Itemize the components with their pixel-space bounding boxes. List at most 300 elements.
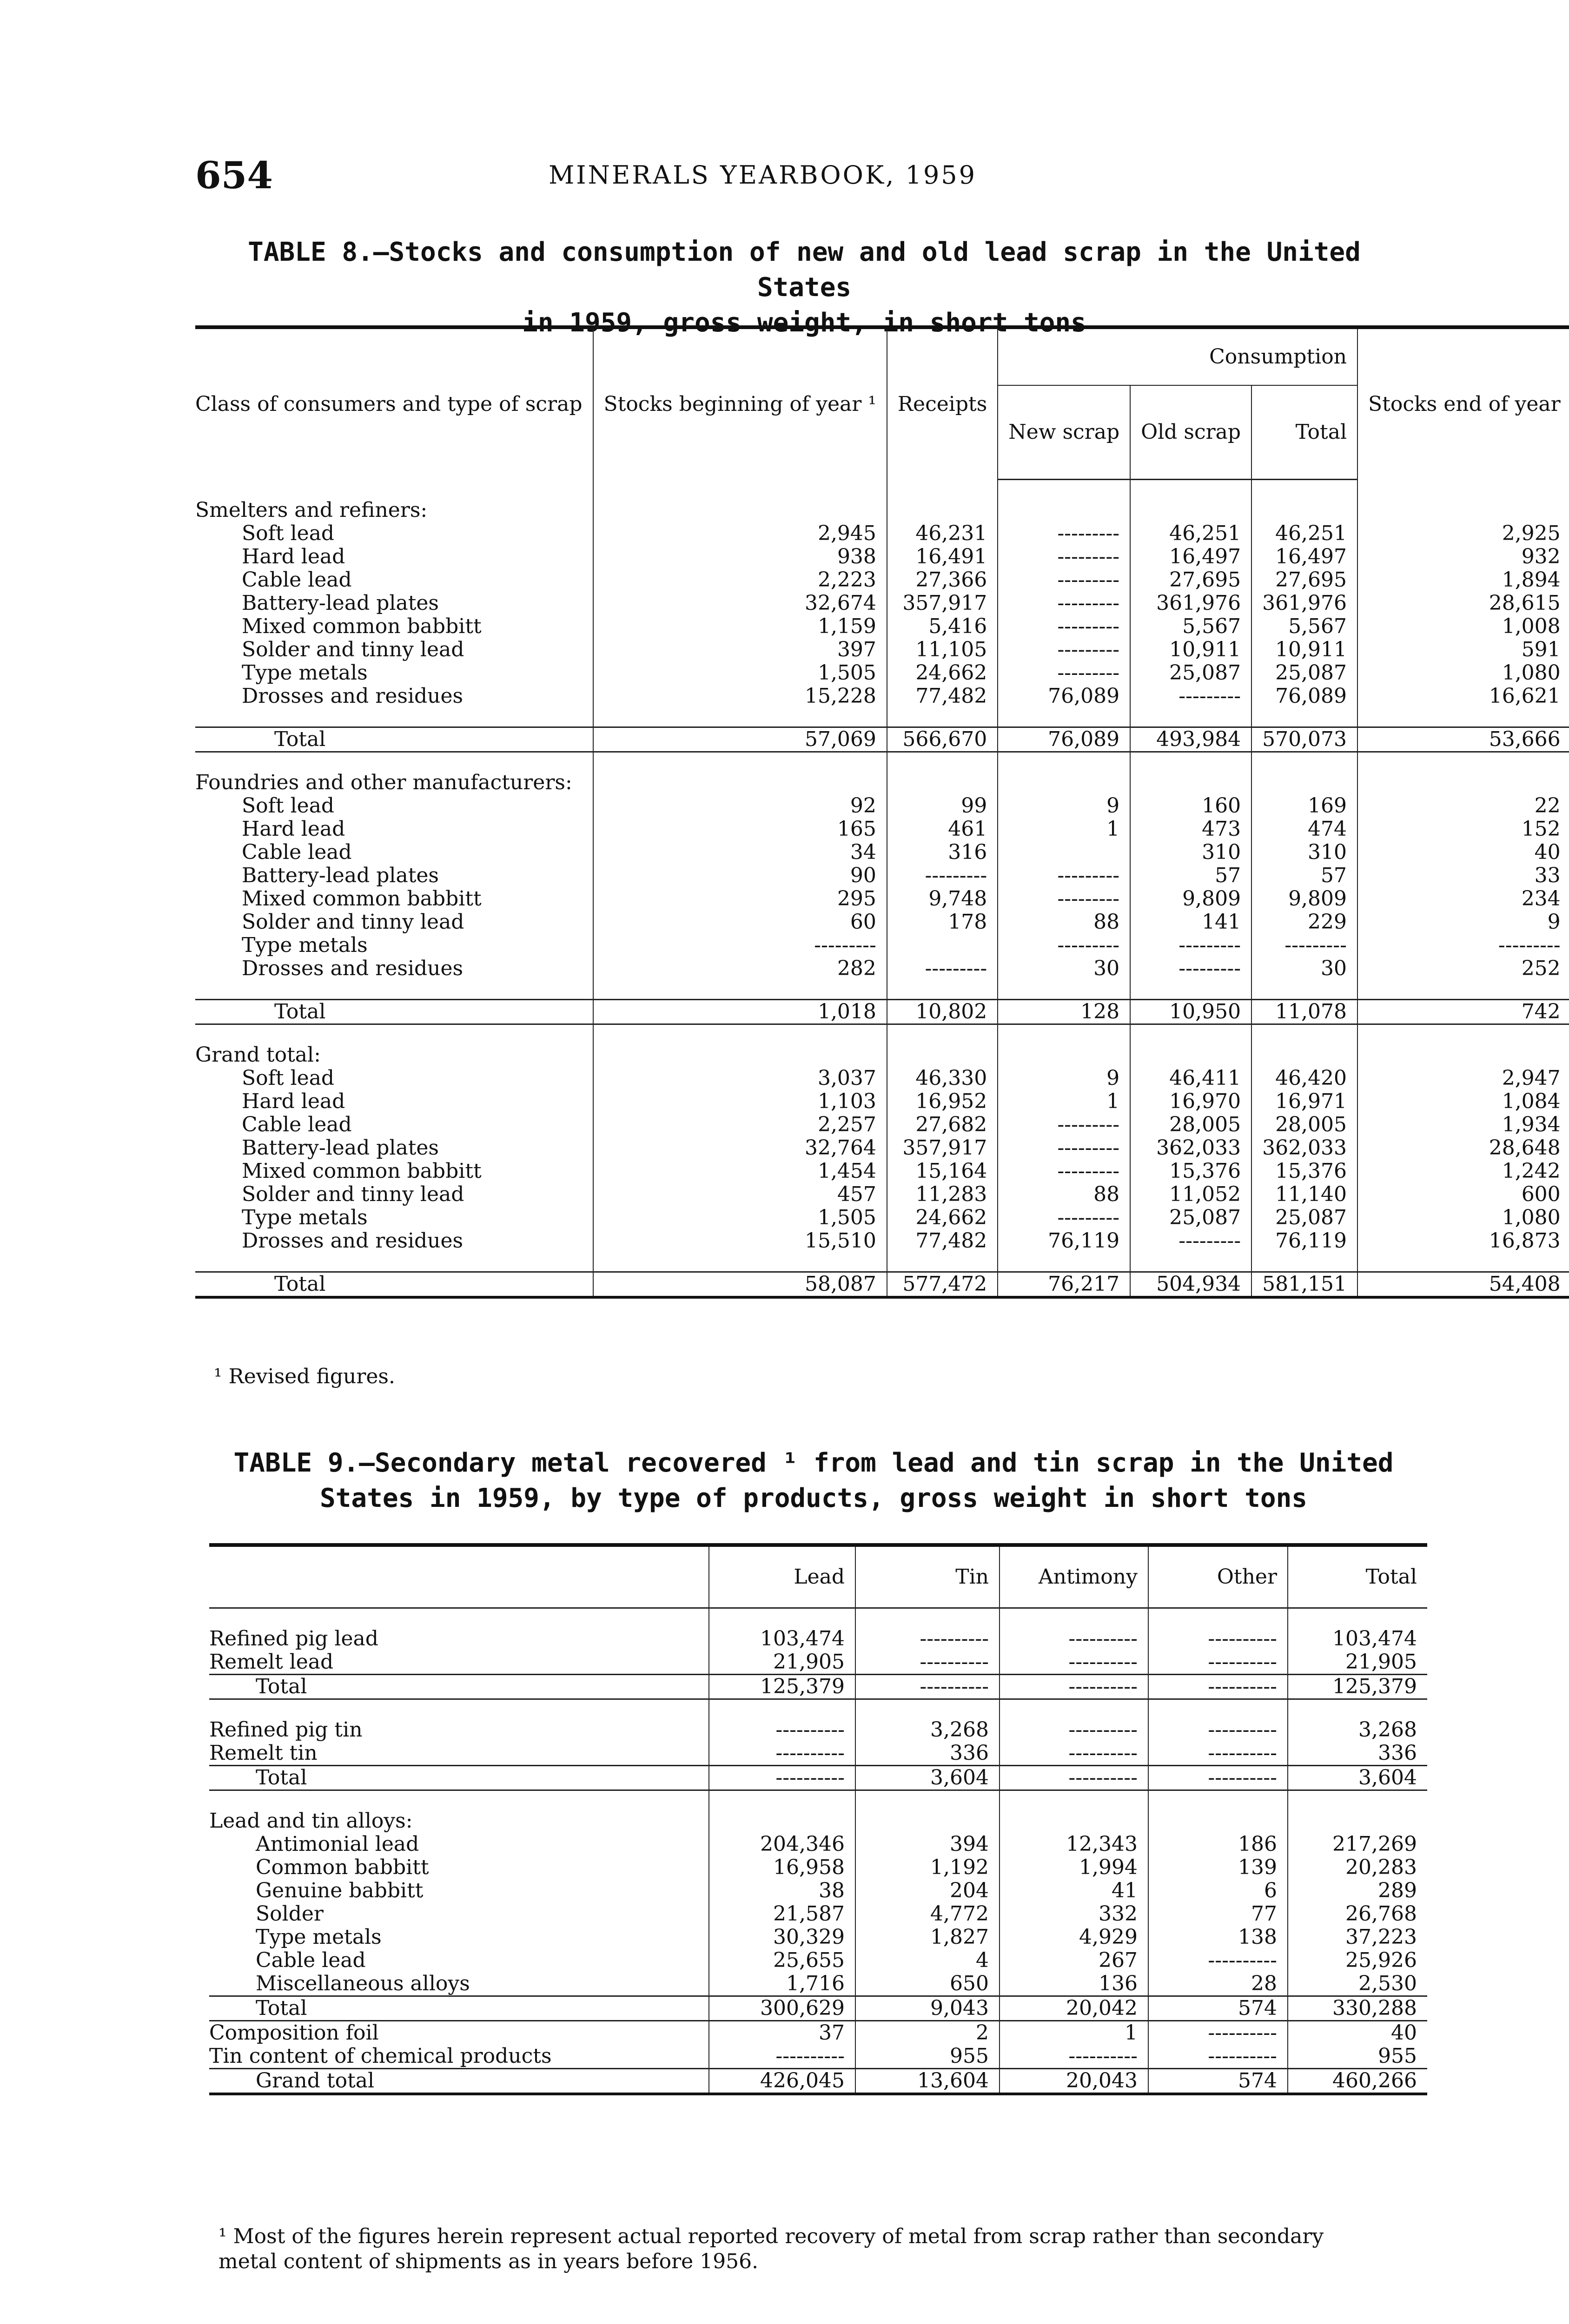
cell-value: ---------: [998, 661, 1130, 685]
cell-value: ----------: [855, 1651, 1000, 1675]
cell-value: ---------: [593, 934, 887, 957]
cell-blank: [1130, 1253, 1251, 1272]
cell-value: 2: [855, 2021, 1000, 2045]
cell-value: 16,970: [1130, 1090, 1251, 1113]
cell-value: 152: [1357, 818, 1569, 841]
cell-blank: [1357, 980, 1569, 1000]
cell-value: 473: [1130, 818, 1251, 841]
cell-value: 461: [887, 818, 998, 841]
table9-row: [209, 1879, 1427, 1902]
cell-value: 457: [593, 1183, 887, 1206]
cell-blank: [1251, 480, 1357, 499]
table8-row: [195, 1229, 1569, 1253]
cell-blank: [1148, 1608, 1288, 1628]
table8-row: [195, 638, 1569, 661]
row-label: Tin content of chemical products: [209, 2044, 552, 2068]
table8-row: [195, 685, 1569, 708]
cell-value: 11,140: [1251, 1183, 1357, 1206]
cell-value: 20,042: [1000, 1996, 1148, 2021]
table9-header-blank: [209, 1545, 709, 1608]
table9-caption: [205, 1446, 1423, 1516]
cell-value: ---------: [998, 887, 1130, 911]
cell-value: 77,482: [887, 685, 998, 708]
cell-value: 28,005: [1130, 1113, 1251, 1136]
cell-value: 76,089: [998, 727, 1130, 752]
row-label: Total: [195, 1000, 593, 1024]
cell-value: 25,655: [709, 1949, 855, 1972]
cell-value: 10,950: [1130, 1000, 1251, 1024]
cell-value: 267: [1000, 1949, 1148, 1972]
cell-blank: [998, 1024, 1130, 1044]
cell-value: 10,911: [1251, 638, 1357, 661]
cell-blank: [887, 771, 998, 794]
cell-value: 13,604: [855, 2069, 1000, 2094]
cell-value: ---------: [1130, 1229, 1251, 1253]
cell-blank: [1288, 1608, 1427, 1628]
cell-value: 591: [1357, 638, 1569, 661]
cell-value: 28,615: [1357, 592, 1569, 615]
cell-value: 955: [855, 2045, 1000, 2069]
table8-row: [195, 522, 1569, 545]
cell-value: 574: [1148, 1996, 1288, 2021]
cell-value: 955: [1288, 2045, 1427, 2069]
cell-value: 504,934: [1130, 1272, 1251, 1298]
section-title: Foundries and other manufacturers:: [195, 771, 572, 794]
table9-total-row: [209, 1996, 1427, 2021]
row-label: Mixed common babbitt: [242, 1159, 482, 1183]
table9-footnote-line2: metal content of shipments as in years before 1956.: [218, 2250, 759, 2273]
cell-blank: [1130, 480, 1251, 499]
row-label: Miscellaneous alloys: [256, 1972, 470, 1995]
table9-header-other: Other: [1148, 1545, 1288, 1608]
cell-value: 316: [887, 841, 998, 864]
table9: [209, 1543, 1427, 2095]
table8-row: [195, 957, 1569, 980]
cell-value: 38: [709, 1879, 855, 1902]
spacer-row: [209, 1790, 1427, 1810]
cell-value: 88: [998, 1183, 1130, 1206]
cell-value: 58,087: [593, 1272, 887, 1298]
cell-value: 1,084: [1357, 1090, 1569, 1113]
table9-row: [209, 1651, 1427, 1675]
row-label: Type metals: [242, 933, 368, 957]
cell-value: 34: [593, 841, 887, 864]
table8-row: [195, 794, 1569, 818]
row-label: Cable lead: [256, 1948, 366, 1972]
row-label: Solder and tinny lead: [242, 638, 464, 661]
cell-value: 25,087: [1130, 661, 1251, 685]
cell-value: 16,958: [709, 1856, 855, 1879]
table8-row: [195, 568, 1569, 592]
cell-value: 204: [855, 1879, 1000, 1902]
table9-footnote-line1: ¹ Most of the figures herein represent actual reported recovery of metal from scrap rather than secondary: [218, 2225, 1324, 2248]
cell-value: 57,069: [593, 727, 887, 752]
cell-value: ----------: [1148, 1718, 1288, 1742]
cell-blank: [1288, 1699, 1427, 1719]
cell-value: ----------: [1000, 1651, 1148, 1675]
cell-blank: [998, 1253, 1130, 1272]
row-label: Cable lead: [242, 568, 352, 592]
cell-value: 229: [1251, 911, 1357, 934]
cell-value: 15,164: [887, 1160, 998, 1183]
cell-blank: [1357, 1043, 1569, 1067]
row-label: Refined pig tin: [209, 1718, 363, 1742]
cell-value: 25,087: [1130, 1206, 1251, 1229]
table9-row: [209, 1949, 1427, 1972]
cell-value: 33: [1357, 864, 1569, 887]
row-label: Total: [209, 1675, 709, 1699]
page-number: 654: [195, 153, 273, 197]
cell-value: 57: [1251, 864, 1357, 887]
table8-caption-line2: in 1959, gross weight, in short tons: [522, 308, 1086, 338]
spacer-row: [195, 480, 1569, 499]
cell-value: 3,604: [1288, 1766, 1427, 1790]
cell-value: 40: [1288, 2021, 1427, 2045]
cell-value: 77: [1148, 1902, 1288, 1926]
table8-row: [195, 864, 1569, 887]
cell-value: 46,420: [1251, 1067, 1357, 1090]
cell-value: 46,411: [1130, 1067, 1251, 1090]
table8-row: [195, 1160, 1569, 1183]
cell-blank: [887, 708, 998, 727]
table8: [195, 325, 1569, 1299]
cell-value: 60: [593, 911, 887, 934]
cell-blank: [998, 708, 1130, 727]
row-label: Solder and tinny lead: [242, 1182, 464, 1206]
cell-value: 20,043: [1000, 2069, 1148, 2094]
table9-row: [209, 1833, 1427, 1856]
cell-value: 27,695: [1251, 568, 1357, 592]
cell-value: 27,366: [887, 568, 998, 592]
cell-value: ---------: [998, 934, 1130, 957]
spacer-row: [209, 1699, 1427, 1719]
cell-value: 1,827: [855, 1926, 1000, 1949]
table8-header-total: Total: [1251, 385, 1357, 480]
table9-grand-total-row: [209, 2069, 1427, 2094]
cell-value: 169: [1251, 794, 1357, 818]
cell-value: 25,087: [1251, 1206, 1357, 1229]
cell-value: 204,346: [709, 1833, 855, 1856]
cell-value: 103,474: [1288, 1627, 1427, 1651]
spacer-row: [195, 1253, 1569, 1272]
cell-blank: [709, 1790, 855, 1810]
table9-section-title: [209, 1809, 1427, 1833]
cell-value: 12,343: [1000, 1833, 1148, 1856]
cell-value: 46,231: [887, 522, 998, 545]
cell-value: 5,416: [887, 615, 998, 638]
cell-blank: [855, 1790, 1000, 1810]
cell-value: 10,911: [1130, 638, 1251, 661]
cell-value: ----------: [855, 1675, 1000, 1699]
cell-value: 1: [998, 1090, 1130, 1113]
cell-value: 577,472: [887, 1272, 998, 1298]
cell-value: 357,917: [887, 592, 998, 615]
cell-value: 310: [1251, 841, 1357, 864]
cell-value: 2,947: [1357, 1067, 1569, 1090]
cell-blank: [1251, 1043, 1357, 1067]
cell-value: 295: [593, 887, 887, 911]
table8-row: [195, 592, 1569, 615]
table8-header-consumption: Consumption: [998, 327, 1357, 385]
row-label: Drosses and residues: [242, 957, 463, 980]
cell-blank: [1251, 1253, 1357, 1272]
cell-value: 15,510: [593, 1229, 887, 1253]
cell-blank: [1357, 499, 1569, 522]
cell-value: 27,695: [1130, 568, 1251, 592]
cell-value: ---------: [998, 545, 1130, 568]
cell-blank: [593, 1043, 887, 1067]
cell-value: 25,926: [1288, 1949, 1427, 1972]
cell-value: 9,809: [1130, 887, 1251, 911]
cell-value: 16,497: [1130, 545, 1251, 568]
cell-value: 1,080: [1357, 1206, 1569, 1229]
cell-value: ----------: [1148, 2021, 1288, 2045]
cell-blank: [709, 1608, 855, 1628]
cell-value: 3,268: [855, 1718, 1000, 1742]
cell-value: 234: [1357, 887, 1569, 911]
cell-value: 938: [593, 545, 887, 568]
cell-value: 426,045: [709, 2069, 855, 2094]
cell-value: 4,772: [855, 1902, 1000, 1926]
cell-blank: [887, 980, 998, 1000]
section-title: Grand total:: [195, 1043, 321, 1067]
cell-value: 460,266: [1288, 2069, 1427, 2094]
cell-value: 1,242: [1357, 1160, 1569, 1183]
cell-value: ----------: [1148, 1675, 1288, 1699]
cell-value: 9: [998, 794, 1130, 818]
table8-caption-line1: [195, 235, 1413, 305]
cell-blank: [855, 1699, 1000, 1719]
cell-value: 141: [1130, 911, 1251, 934]
cell-blank: [209, 1608, 709, 1628]
cell-value: ----------: [709, 1718, 855, 1742]
cell-value: ---------: [998, 1136, 1130, 1160]
cell-value: 103,474: [709, 1627, 855, 1651]
row-label: Type metals: [242, 1206, 368, 1229]
table9-caption-num: TABLE 9.: [233, 1448, 359, 1478]
cell-value: 330,288: [1288, 1996, 1427, 2021]
table9-header-tin: Tin: [855, 1545, 1000, 1608]
row-label: Cable lead: [242, 1113, 352, 1136]
cell-blank: [593, 1024, 887, 1044]
cell-value: ---------: [1130, 934, 1251, 957]
table8-header-receipts: Receipts: [887, 327, 998, 480]
table8-row: [195, 615, 1569, 638]
cell-value: 76,217: [998, 1272, 1130, 1298]
row-label: Drosses and residues: [242, 1229, 463, 1253]
cell-value: 76,089: [998, 685, 1130, 708]
cell-value: ---------: [1357, 934, 1569, 957]
cell-blank: [1000, 1790, 1148, 1810]
table8-section-title: [195, 1043, 1569, 1067]
cell-value: ---------: [1130, 685, 1251, 708]
spacer-row: [195, 980, 1569, 1000]
table9-row: [209, 2045, 1427, 2069]
cell-value: 9: [998, 1067, 1130, 1090]
cell-value: ----------: [1000, 2045, 1148, 2069]
cell-value: ---------: [998, 592, 1130, 615]
row-label: Remelt tin: [209, 1741, 318, 1765]
cell-value: 11,283: [887, 1183, 998, 1206]
row-label: Total: [209, 1766, 709, 1790]
cell-value: 10,802: [887, 1000, 998, 1024]
table8-row: [195, 841, 1569, 864]
cell-value: 5,567: [1251, 615, 1357, 638]
row-label: Solder and tinny lead: [242, 910, 464, 934]
cell-value: ---------: [1130, 957, 1251, 980]
table8-row: [195, 1136, 1569, 1160]
cell-blank: [195, 1253, 593, 1272]
cell-blank: [887, 1024, 998, 1044]
row-label: Battery-lead plates: [242, 1136, 439, 1160]
cell-value: 20,283: [1288, 1856, 1427, 1879]
cell-value: 54,408: [1357, 1272, 1569, 1298]
cell-value: 570,073: [1251, 727, 1357, 752]
cell-value: ----------: [1148, 1949, 1288, 1972]
table9-header-total: Total: [1288, 1545, 1427, 1608]
cell-value: 9: [1357, 911, 1569, 934]
cell-blank: [998, 1043, 1130, 1067]
cell-blank: [1130, 980, 1251, 1000]
row-label: Type metals: [256, 1925, 382, 1949]
cell-value: ---------: [998, 615, 1130, 638]
cell-blank: [1148, 1790, 1288, 1810]
cell-value: 5,567: [1130, 615, 1251, 638]
table9-caption-line2: States in 1959, by type of products, gross weight in short tons: [319, 1483, 1308, 1513]
cell-value: ---------: [998, 638, 1130, 661]
cell-value: 16,491: [887, 545, 998, 568]
cell-value: [998, 841, 1130, 864]
cell-blank: [593, 1253, 887, 1272]
cell-value: 9,748: [887, 887, 998, 911]
cell-value: 493,984: [1130, 727, 1251, 752]
cell-value: ----------: [709, 1742, 855, 1766]
cell-value: 15,376: [1251, 1160, 1357, 1183]
cell-value: ---------: [998, 522, 1130, 545]
cell-value: 336: [1288, 1742, 1427, 1766]
cell-value: 600: [1357, 1183, 1569, 1206]
row-label: Hard lead: [242, 817, 345, 841]
table9-row: [209, 2021, 1427, 2045]
cell-blank: [195, 752, 593, 772]
cell-value: 40: [1357, 841, 1569, 864]
table8-total-row: [195, 727, 1569, 752]
row-label: Type metals: [242, 661, 368, 685]
row-label: Soft lead: [242, 794, 335, 818]
table8-section-title: [195, 771, 1569, 794]
cell-value: ---------: [998, 864, 1130, 887]
cell-value: 139: [1148, 1856, 1288, 1879]
cell-value: [887, 934, 998, 957]
cell-blank: [593, 771, 887, 794]
cell-blank: [1357, 1024, 1569, 1044]
row-label: Total: [195, 1272, 593, 1298]
cell-value: 3,604: [855, 1766, 1000, 1790]
cell-value: 282: [593, 957, 887, 980]
cell-value: 24,662: [887, 661, 998, 685]
cell-blank: [1130, 499, 1251, 522]
section-title: Lead and tin alloys:: [209, 1809, 413, 1833]
cell-value: 397: [593, 638, 887, 661]
cell-value: 300,629: [709, 1996, 855, 2021]
cell-value: 37,223: [1288, 1926, 1427, 1949]
table8-row: [195, 1067, 1569, 1090]
cell-value: 160: [1130, 794, 1251, 818]
cell-blank: [887, 1043, 998, 1067]
table8-header-stocks-begin: Stocks beginning of year ¹: [593, 327, 887, 480]
cell-value: 4: [855, 1949, 1000, 1972]
table8-section-title: [195, 499, 1569, 522]
row-label: Hard lead: [242, 545, 345, 568]
cell-value: ----------: [1000, 1627, 1148, 1651]
row-label: Soft lead: [242, 1066, 335, 1090]
cell-blank: [1288, 1790, 1427, 1810]
table8-footnote: ¹ Revised figures.: [214, 1365, 395, 1388]
row-label: Battery-lead plates: [242, 591, 439, 615]
cell-value: 57: [1130, 864, 1251, 887]
row-label: Total: [209, 1996, 709, 2021]
row-label: Refined pig lead: [209, 1627, 378, 1651]
table8-row: [195, 1206, 1569, 1229]
table9-row: [209, 1742, 1427, 1766]
cell-value: 165: [593, 818, 887, 841]
cell-value: 178: [887, 911, 998, 934]
cell-value: 1,994: [1000, 1856, 1148, 1879]
cell-value: ----------: [1000, 1766, 1148, 1790]
cell-value: ----------: [709, 2045, 855, 2069]
table9-row: [209, 1718, 1427, 1742]
cell-value: 88: [998, 911, 1130, 934]
cell-value: 362,033: [1251, 1136, 1357, 1160]
cell-value: 361,976: [1130, 592, 1251, 615]
cell-value: 32,764: [593, 1136, 887, 1160]
cell-blank: [887, 1253, 998, 1272]
cell-value: 3,268: [1288, 1718, 1427, 1742]
cell-value: 41: [1000, 1879, 1148, 1902]
cell-blank: [1148, 1809, 1288, 1833]
cell-value: 11,052: [1130, 1183, 1251, 1206]
cell-blank: [887, 499, 998, 522]
table8-header-class: Class of consumers and type of scrap: [195, 327, 593, 480]
cell-blank: [998, 980, 1130, 1000]
table8-row: [195, 1090, 1569, 1113]
cell-value: 24,662: [887, 1206, 998, 1229]
table9-footnote: [218, 2224, 1324, 2274]
cell-value: 336: [855, 1742, 1000, 1766]
cell-blank: [593, 980, 887, 1000]
cell-blank: [195, 480, 593, 499]
cell-value: 1,192: [855, 1856, 1000, 1879]
cell-value: ----------: [1000, 1718, 1148, 1742]
table9-row: [209, 1856, 1427, 1879]
cell-value: ----------: [1148, 1627, 1288, 1651]
row-label: Grand total: [209, 2069, 709, 2094]
table9-total-row: [209, 1766, 1427, 1790]
cell-value: 76,119: [1251, 1229, 1357, 1253]
cell-value: ---------: [887, 864, 998, 887]
cell-value: 28: [1148, 1972, 1288, 1996]
cell-blank: [998, 499, 1130, 522]
cell-value: 574: [1148, 2069, 1288, 2094]
cell-value: 15,228: [593, 685, 887, 708]
cell-blank: [998, 480, 1130, 499]
cell-value: ----------: [1000, 1742, 1148, 1766]
row-label: Genuine babbitt: [256, 1879, 424, 1902]
cell-value: 125,379: [1288, 1675, 1427, 1699]
cell-value: ---------: [998, 1160, 1130, 1183]
row-label: Battery-lead plates: [242, 864, 439, 887]
cell-value: 394: [855, 1833, 1000, 1856]
